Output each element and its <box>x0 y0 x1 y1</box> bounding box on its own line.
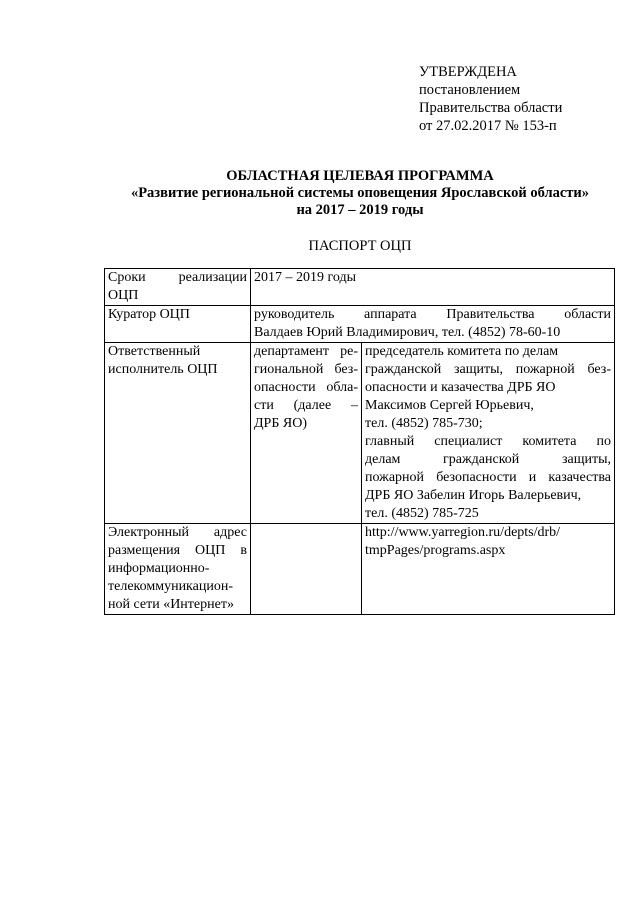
table-row <box>105 524 615 615</box>
row-label-curator: Куратор ОЦП <box>105 306 251 343</box>
table-row <box>105 306 615 343</box>
website-link[interactable]: tmpPages/programs.aspx <box>365 543 506 558</box>
document-period: на 2017 – 2019 годы <box>296 202 424 218</box>
table-row <box>105 343 615 524</box>
document-title-block <box>60 168 640 219</box>
document-title: ОБЛАСТНАЯ ЦЕЛЕВАЯ ПРОГРАММА <box>226 168 494 184</box>
approval-line: Правительства области <box>419 100 563 116</box>
document-subtitle: «Развитие региональной системы оповещения Ярославской области» <box>130 185 590 201</box>
row-value-website <box>362 524 615 615</box>
row-value-curator: руководитель аппарата Правительства области Валдаев Юрий Владимирович, тел. (4852) 78-60-10 <box>251 306 615 343</box>
approval-line: от 27.02.2017 № 153-п <box>419 118 557 134</box>
approval-line: постановлением <box>419 82 521 98</box>
website-link[interactable]: http://www.yarregion.ru/depts/drb/ <box>365 525 561 540</box>
row-label-website: Электронный адрес размещения ОЦП в информационно- телекоммуникацион- ной сети «Интернет» <box>105 524 251 615</box>
row-value-contacts: председатель комитета по делам гражданской защиты, пожарной без- опасности и казачества ДРБ ЯО Максимов Сергей Юрьевич, тел. (4852) 785-730; главный специалист комитета по делам гражданской защиты, пожарной безопасности и казачества ДРБ ЯО Забелин Игорь Валерьевич, тел. (4852) 785-725 <box>362 343 615 524</box>
row-value-department: департамент ре- гиональной без- опасности обла- сти (далее – ДРБ ЯО) <box>251 343 362 524</box>
row-label-executor: Ответственный исполнитель ОЦП <box>105 343 251 524</box>
approval-stamp <box>419 63 562 135</box>
passport-table <box>104 268 615 615</box>
passport-heading: ПАСПОРТ ОЦП <box>308 238 412 254</box>
row-label-terms: Сроки реализации ОЦП <box>105 269 251 306</box>
row-empty-cell <box>251 524 362 615</box>
row-value-terms: 2017 – 2019 годы <box>251 269 615 306</box>
table-row <box>105 269 615 306</box>
approval-line: УТВЕРЖДЕНА <box>419 64 517 80</box>
